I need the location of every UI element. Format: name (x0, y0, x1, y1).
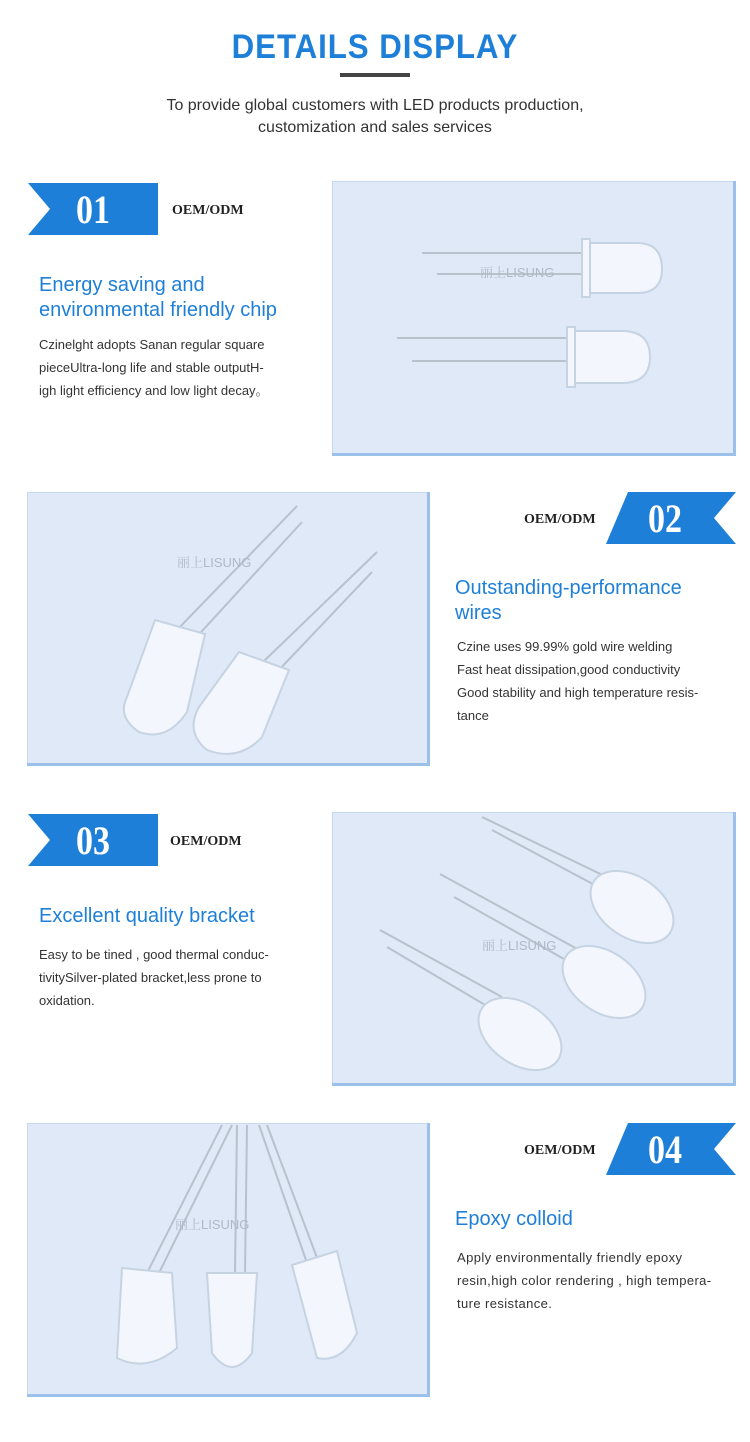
section-02-number-badge (606, 492, 736, 544)
subtitle-line-1: To provide global customers with LED products production, (166, 97, 584, 114)
section-number: 02 (648, 496, 682, 541)
page-subtitle (0, 95, 750, 139)
section-03-description (39, 943, 269, 1012)
watermark: 丽上LISUNG (482, 938, 557, 953)
heading-line: Outstanding-performance (455, 577, 682, 599)
desc-line: ture resistance. (457, 1296, 553, 1311)
watermark: 丽上LISUNG (177, 555, 252, 570)
section-04-number-badge (606, 1123, 736, 1175)
desc-line: Fast heat dissipation,good conductivity (457, 662, 681, 677)
heading-line: environmental friendly chip (39, 299, 277, 321)
oem-odm-tag: OEM/ODM (172, 203, 244, 218)
watermark: 丽上LISUNG (175, 1217, 250, 1232)
desc-line: oxidation. (39, 993, 95, 1008)
section-number: 01 (76, 187, 110, 232)
desc-line: Good stability and high temperature resis- (457, 685, 699, 700)
section-04-description (457, 1246, 712, 1315)
desc-line: Apply environmentally friendly epoxy (457, 1250, 683, 1265)
oem-odm-tag: OEM/ODM (524, 512, 596, 527)
desc-line: tance (457, 708, 489, 723)
section-01-number-badge (28, 183, 158, 235)
section-01-heading (39, 273, 277, 323)
oem-odm-tag: OEM/ODM (524, 1143, 596, 1158)
heading-line: Energy saving and (39, 274, 205, 296)
heading-line: Excellent quality bracket (39, 905, 255, 927)
desc-line: tivitySilver-plated bracket,less prone to (39, 970, 262, 985)
desc-line: pieceUltra-long life and stable outputH- (39, 360, 264, 375)
oem-odm-tag: OEM/ODM (170, 834, 242, 849)
title-underline (340, 73, 410, 77)
section-04-heading (455, 1207, 573, 1232)
desc-line: igh light efficiency and low light decay。 (39, 383, 269, 398)
section-03-number-badge (28, 814, 158, 866)
section-number: 04 (648, 1127, 682, 1172)
page-title: DETAILS DISPLAY (231, 28, 519, 66)
desc-line: Czinelght adopts Sanan regular square (39, 337, 265, 352)
led-product-photo-3 (332, 812, 736, 1086)
subtitle-line-2: customization and sales services (258, 119, 492, 136)
led-product-photo-4 (27, 1123, 430, 1397)
section-03-heading (39, 904, 255, 929)
desc-line: Easy to be tined , good thermal conduc- (39, 947, 269, 962)
desc-line: Czine uses 99.99% gold wire welding (457, 639, 673, 654)
heading-line: Epoxy colloid (455, 1208, 573, 1230)
desc-line: resin,high color rendering , high tempera- (457, 1273, 712, 1288)
led-product-photo-2 (27, 492, 430, 766)
section-number: 03 (76, 818, 110, 863)
section-01-description (39, 333, 269, 402)
led-product-photo-1 (332, 181, 736, 456)
watermark: 丽上LISUNG (480, 265, 555, 280)
heading-line: wires (455, 602, 502, 624)
section-02-heading (455, 576, 682, 626)
section-02-description (457, 635, 698, 727)
